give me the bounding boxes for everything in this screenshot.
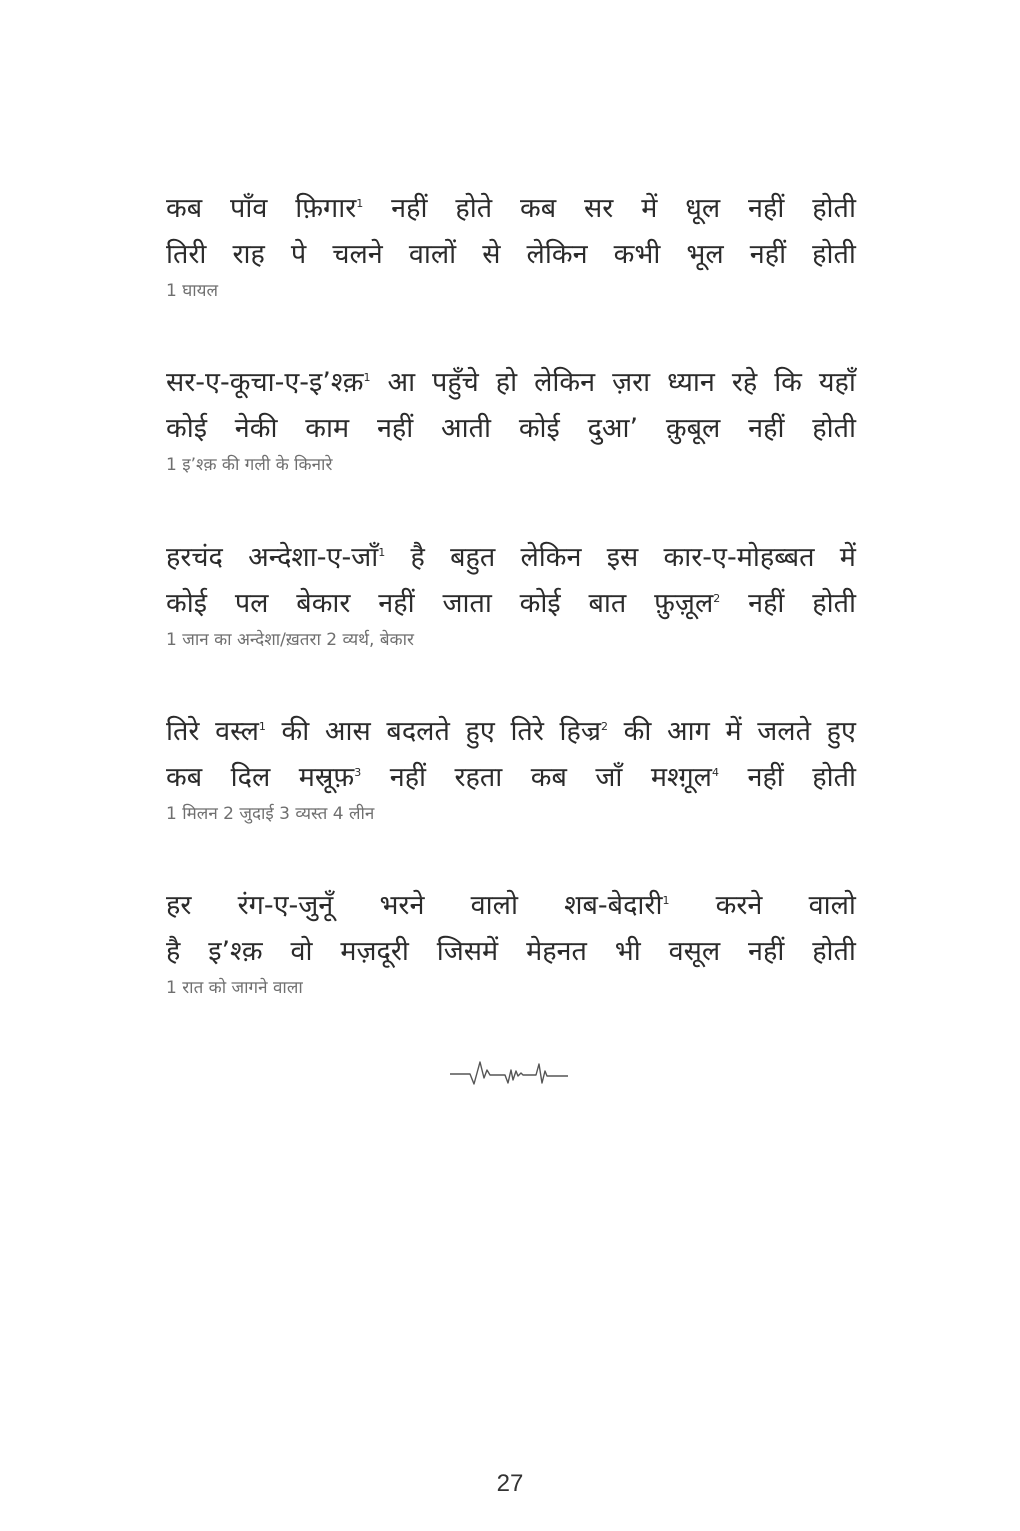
verse-word: में	[839, 542, 856, 573]
verse-word: इ’श्क़	[208, 936, 263, 967]
verse-word: होती	[812, 762, 856, 793]
verse-word: नहीं	[747, 762, 784, 793]
verse-word: कार-ए-मोहब्बत	[663, 542, 815, 573]
verse-line	[166, 755, 856, 801]
verse-word: कोई	[519, 588, 561, 619]
verse-word: आती	[441, 413, 492, 444]
verse-word: बेकार	[296, 588, 351, 619]
stanza-3	[166, 535, 856, 653]
verse-word: पे	[290, 239, 307, 270]
verse-line	[166, 883, 856, 929]
verse-word: नहीं	[748, 413, 785, 444]
verse-word: नहीं	[378, 588, 415, 619]
verse-line	[166, 535, 856, 581]
verse-word: पहुँचे	[432, 367, 479, 398]
verse-word: भूल	[686, 239, 724, 270]
verse-word: नहीं	[748, 588, 785, 619]
verse-word: नहीं	[389, 762, 427, 793]
verse-word: तिरे	[166, 716, 200, 747]
verse-word: पल	[234, 588, 269, 619]
verse-word: हर	[166, 890, 192, 921]
verse-word: नहीं	[391, 193, 428, 224]
verse-word: होती	[812, 239, 856, 270]
verse-word: अन्देशा-ए-जाँ$^1$	[248, 542, 386, 573]
verse-word: कोई	[166, 588, 207, 619]
footnote-marker: 1	[258, 720, 266, 733]
verse-word: लेकिन	[534, 367, 596, 398]
verse-word: धूल	[685, 193, 721, 224]
verse-word: हरचंद	[166, 542, 223, 573]
verse-word: तिरी	[166, 239, 207, 270]
verse-word: आस	[324, 716, 371, 747]
verse-word: इस	[606, 542, 639, 573]
verse-word: कोई	[166, 413, 207, 444]
footnote-marker: 1	[363, 371, 371, 384]
verse-word: दुआ’	[587, 413, 639, 444]
stanza-5	[166, 883, 856, 1001]
verse-word: है	[410, 542, 425, 573]
verse-word: दिल	[230, 762, 271, 793]
verse-line	[166, 709, 856, 755]
verse-word: हुए	[826, 716, 856, 747]
verse-word: कभी	[613, 239, 661, 270]
verse-word: नेकी	[234, 413, 278, 444]
verse-word: बहुत	[450, 542, 496, 573]
verse-word: कब	[166, 762, 203, 793]
stanza-4	[166, 709, 856, 827]
verse-word: राह	[232, 239, 265, 270]
verse-word: वालो	[808, 890, 856, 921]
verse-word: होती	[812, 936, 856, 967]
verse-line	[166, 360, 856, 406]
footnote: 1 इ’श्क़ की गली के किनारे	[166, 455, 333, 475]
verse-word: सर-ए-कूचा-ए-इ’श्क़$^1$	[166, 367, 371, 398]
verse-word: जाता	[442, 588, 492, 619]
footnote-marker: 1	[378, 546, 386, 559]
verse-word: नहीं	[748, 193, 785, 224]
verse-word: जलते	[757, 716, 811, 747]
verse-word: फ़िगार$^1$	[295, 193, 364, 224]
verse-word: होते	[455, 193, 493, 224]
verse-word: हिज्र$^2$	[559, 716, 609, 747]
footnote-marker: 2	[601, 720, 609, 733]
verse-word: वस्ल$^1$	[215, 716, 266, 747]
verse-word: बदलते	[386, 716, 450, 747]
verse-word: होती	[812, 588, 856, 619]
verse-line	[166, 186, 856, 232]
verse-word: चलने	[332, 239, 383, 270]
verse-word: ज़रा	[612, 367, 651, 398]
verse-word: हुए	[465, 716, 495, 747]
verse-word: की	[281, 716, 310, 747]
verse-line	[166, 232, 856, 278]
verse-word: वालों	[408, 239, 457, 270]
verse-word: नहीं	[748, 936, 785, 967]
verse-word: मस्रूफ़$^3$	[298, 762, 362, 793]
heartbeat-divider-icon	[450, 1056, 568, 1092]
footnote-marker: 3	[354, 766, 362, 779]
verse-word: मश्ग़ूल$^4$	[650, 762, 719, 793]
verse-word: भरने	[379, 890, 425, 921]
verse-word: है	[166, 936, 181, 967]
footnote-marker: 1	[356, 197, 364, 210]
verse-word: यहाँ	[818, 367, 856, 398]
verse-word: वसूल	[668, 936, 721, 967]
verse-word: लेकिन	[520, 542, 582, 573]
footnote: 1 रात को जागने वाला	[166, 978, 303, 998]
verse-word: होती	[812, 193, 856, 224]
verse-word: कब	[519, 193, 557, 224]
footnote-marker: 1	[662, 894, 670, 907]
verse-word: कब	[166, 193, 203, 224]
stanza-1	[166, 186, 856, 304]
verse-word: जिसमें	[436, 936, 499, 967]
verse-word: कोई	[518, 413, 560, 444]
stanza-2	[166, 360, 856, 478]
verse-word: फ़ुज़ूल$^2$	[654, 588, 721, 619]
page-number: 27	[496, 1470, 524, 1497]
verse-word: रंग-ए-जुनूँ	[237, 890, 334, 921]
verse-word: मज़दूरी	[340, 936, 409, 967]
verse-word: से	[482, 239, 501, 270]
verse-word: सर	[584, 193, 614, 224]
verse-word: वो	[290, 936, 313, 967]
footnote: 1 घायल	[166, 281, 219, 301]
verse-line	[166, 581, 856, 627]
verse-word: रहता	[454, 762, 503, 793]
verse-word: तिरे	[510, 716, 544, 747]
verse-word: में	[641, 193, 658, 224]
verse-word: आ	[387, 367, 416, 398]
footnote: 1 मिलन 2 जुदाई 3 व्यस्त 4 लीन	[166, 804, 375, 824]
footnote-marker: 2	[713, 592, 721, 605]
verse-word: पाँव	[230, 193, 268, 224]
verse-word: भी	[614, 936, 641, 967]
footnote-marker: 4	[712, 766, 719, 779]
verse-word: क़ुबूल	[665, 413, 721, 444]
verse-word: शब-बेदारी$^1$	[564, 890, 670, 921]
verse-word: नहीं	[749, 239, 787, 270]
verse-word: नहीं	[376, 413, 414, 444]
verse-word: कि	[774, 367, 802, 398]
verse-word: ध्यान	[667, 367, 715, 398]
footnote: 1 जान का अन्देशा/ख़तरा 2 व्यर्थ, बेकार	[166, 630, 414, 650]
verse-word: लेकिन	[526, 239, 588, 270]
verse-word: कब	[530, 762, 567, 793]
verse-word: बात	[588, 588, 627, 619]
verse-word: रहे	[731, 367, 758, 398]
verse-line	[166, 406, 856, 452]
verse-word: होती	[812, 413, 856, 444]
verse-word: हो	[495, 367, 518, 398]
verse-word: आग	[667, 716, 710, 747]
verse-word: की	[623, 716, 652, 747]
verse-line	[166, 929, 856, 975]
verse-word: जाँ	[595, 762, 623, 793]
verse-word: वालो	[470, 890, 518, 921]
verse-word: करने	[715, 890, 763, 921]
verse-word: काम	[305, 413, 350, 444]
verse-word: में	[725, 716, 742, 747]
verse-word: मेहनत	[526, 936, 587, 967]
